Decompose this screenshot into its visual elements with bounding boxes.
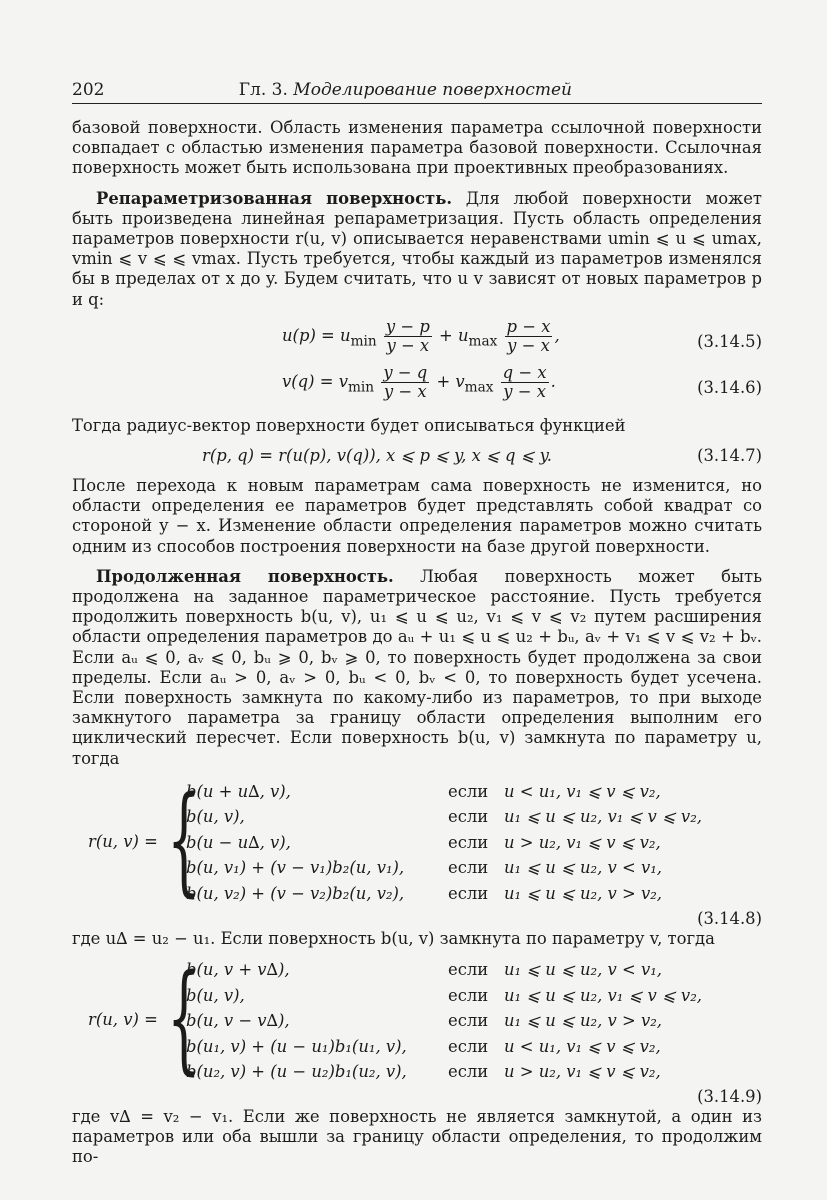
case-expr: b(u, v), [186,807,245,827]
case-row [186,804,702,830]
eq5-lhs: u(p) = u [282,325,351,345]
case-row [186,1034,702,1060]
case-row [186,830,702,856]
eq5-mid: + u [439,325,469,345]
case-row [186,855,702,881]
equation-label: (3.14.9) [697,1087,762,1107]
paragraph-3: Тогда радиус-вектор поверхности будет описываться функцией [72,415,626,435]
equation-label: (3.14.6) [697,377,762,397]
equation-label: (3.14.5) [697,331,762,351]
section-heading-reparam: Репараметризованная поверхность. [96,188,453,208]
eq5-frac2 [505,318,553,355]
eq6-den1: y − x [383,381,427,401]
case-expr: b(u₂, v) + (u − u₂)b₁(u₂, v), [186,1062,407,1082]
case-cond: u < u₁, v₁ ⩽ v ⩽ v₂, [504,781,661,801]
eq6-sub2: max [464,379,494,396]
eq6-num1: y − q [383,362,428,382]
case-expr: b(u, v₂) + (v − v₂)b₂(u, v₂), [186,883,405,903]
case-word: если [448,781,489,801]
paragraph-4: После перехода к новым параметрам сама поверхность не изменится, но области определения ее параметров будет представлять собой квадрат со стороной y − x. Изменение области определения параметров можно считать одним из способов построения поверхности на базе другой поверхности. [72,476,762,556]
case-word: если [448,1011,489,1031]
eq6-frac2 [501,364,549,401]
equation-3-14-8 [72,769,762,911]
case-word: если [448,985,489,1005]
left-brace: { [167,769,201,908]
case-row [186,779,702,805]
page-number: 202 [72,80,105,100]
case-row [186,1059,702,1085]
case-expr: b(u, v), [186,985,245,1005]
equation-3-14-9 [72,948,762,1089]
equation-label: (3.14.7) [697,446,762,466]
eq8-lhs: r(u, v) = [88,831,158,851]
case-expr: b(u₁, v) + (u − u₁)b₁(u₁, v), [186,1036,407,1056]
case-cond: u₁ ⩽ u ⩽ u₂, v > v₂, [504,883,662,903]
eq8-rows [186,779,702,907]
chapter-number: Гл. 3. [238,80,288,100]
case-cond: u₁ ⩽ u ⩽ u₂, v < v₁, [504,858,662,878]
case-row [186,957,702,983]
chapter-title [239,80,572,100]
case-cond: u > u₂, v₁ ⩽ v ⩽ v₂, [504,832,661,852]
paragraph-6: где u∆ = u₂ − u₁. Если поверхность b(u, v) замкнута по параметру v, тогда [72,928,715,948]
case-cond: u₁ ⩽ u ⩽ u₂, v₁ ⩽ v ⩽ v₂, [504,985,702,1005]
chapter-name: Моделирование поверхностей [293,80,572,100]
case-expr: b(u, v₁) + (v − v₁)b₂(u, v₁), [186,858,405,878]
paragraph-extended [72,567,762,769]
case-expr: b(u, v + v∆), [186,960,290,980]
eq6-lhs: v(q) = v [282,371,348,391]
eq7-body: r(p, q) = r(u(p), v(q)), x ⩽ p ⩽ y, x ⩽ q ⩽ y. [202,446,552,466]
paragraph-reparam-text: Для любой поверхности может быть произведена линейная репараметризация. Пусть область определения параметров поверхности r(u, v) описывается неравенствами umin ⩽ u ⩽ umax, vmin ⩽ v ⩽ ⩽ vmax. Пусть требуется, чтобы каждый из параметров изменялся бы в пределах от x до y. Будем считать, что u v зависят от новых параметров p и q: [72,188,762,309]
case-word: если [448,858,489,878]
case-cond: u₁ ⩽ u ⩽ u₂, v₁ ⩽ v ⩽ v₂, [504,807,702,827]
paragraph-7: где v∆ = v₂ − v₁. Если же поверхность не является замкнутой, а один из параметров или оба вышли за границу области определения, то продолжим по- [72,1107,762,1167]
left-brace: { [167,948,201,1087]
eq6-mid: + v [436,371,465,391]
eq6-end: . [550,371,556,391]
case-row [186,881,702,907]
equation-label: (3.14.8) [697,908,762,928]
equation-3-14-6 [72,364,762,410]
paragraph-1: базовой поверхности. Область изменения параметра ссылочной поверхности совпадает с областью изменения параметра базовой поверхности. Ссылочная поверхность может быть использована при проективных преобразованиях. [72,118,762,178]
case-cond: u₁ ⩽ u ⩽ u₂, v > v₂, [504,1011,662,1031]
case-cond: u > u₂, v₁ ⩽ v ⩽ v₂, [504,1062,661,1082]
case-word: если [448,960,489,980]
eq6-num2: q − x [502,362,547,382]
eq6-den2: y − x [503,381,546,401]
case-row [186,983,702,1009]
case-cond: u < u₁, v₁ ⩽ v ⩽ v₂, [504,1036,661,1056]
eq9-lhs: r(u, v) = [88,1010,158,1030]
case-word: если [448,1062,489,1082]
eq9-rows [186,957,702,1085]
eq5-den2: y − x [507,335,550,355]
eq5-den1: y − x [386,335,430,355]
case-word: если [448,832,489,852]
case-expr: b(u, v − v∆), [186,1011,290,1031]
eq5-end: , [554,325,560,345]
case-expr: b(u + u∆, v), [186,781,291,801]
paragraph-extended-text: Любая поверхность может быть продолжена на заданное параметрическое расстояние. Пусть требуется продолжить поверхность b(u, v), u₁ ⩽ u ⩽ u₂, v₁ ⩽ v ⩽ v₂ путем расширения области определения параметров до aᵤ + u₁ ⩽ u ⩽ u₂ + bᵤ, aᵥ + v₁ ⩽ v ⩽ v₂ + bᵥ. Если aᵤ ⩽ 0, aᵥ ⩽ 0, bᵤ ⩾ 0, bᵥ ⩾ 0, то поверхность будет продолжена за свои пределы. Если aᵤ > 0, aᵥ > 0, bᵤ < 0, bᵥ < 0, то поверхность будет усечена. Если поверхность замкнута по какому-либо из параметров, то при выходе замкнутого параметра за границу области определения выполним его циклический пересчет. Если поверхность b(u, v) замкнута по параметру u, тогда [72,566,762,768]
section-heading-extended: Продолженная поверхность. [96,566,394,586]
eq5-frac1 [384,318,432,355]
running-header [72,74,762,104]
eq6-frac1 [381,364,429,401]
equation-3-14-7 [72,442,762,468]
eq5-sub2: max [468,333,498,350]
case-word: если [448,807,489,827]
case-word: если [448,1036,489,1056]
eq5-num2: p − x [506,316,551,336]
page [72,74,762,1168]
case-word: если [448,883,489,903]
paragraph-reparam [72,189,762,310]
case-row [186,1008,702,1034]
case-cond: u₁ ⩽ u ⩽ u₂, v < v₁, [504,960,662,980]
equation-3-14-5 [72,318,762,364]
eq5-sub1: min [350,333,377,350]
case-expr: b(u − u∆, v), [186,832,291,852]
eq5-num1: y − p [385,316,430,336]
eq6-sub1: min [347,379,375,396]
